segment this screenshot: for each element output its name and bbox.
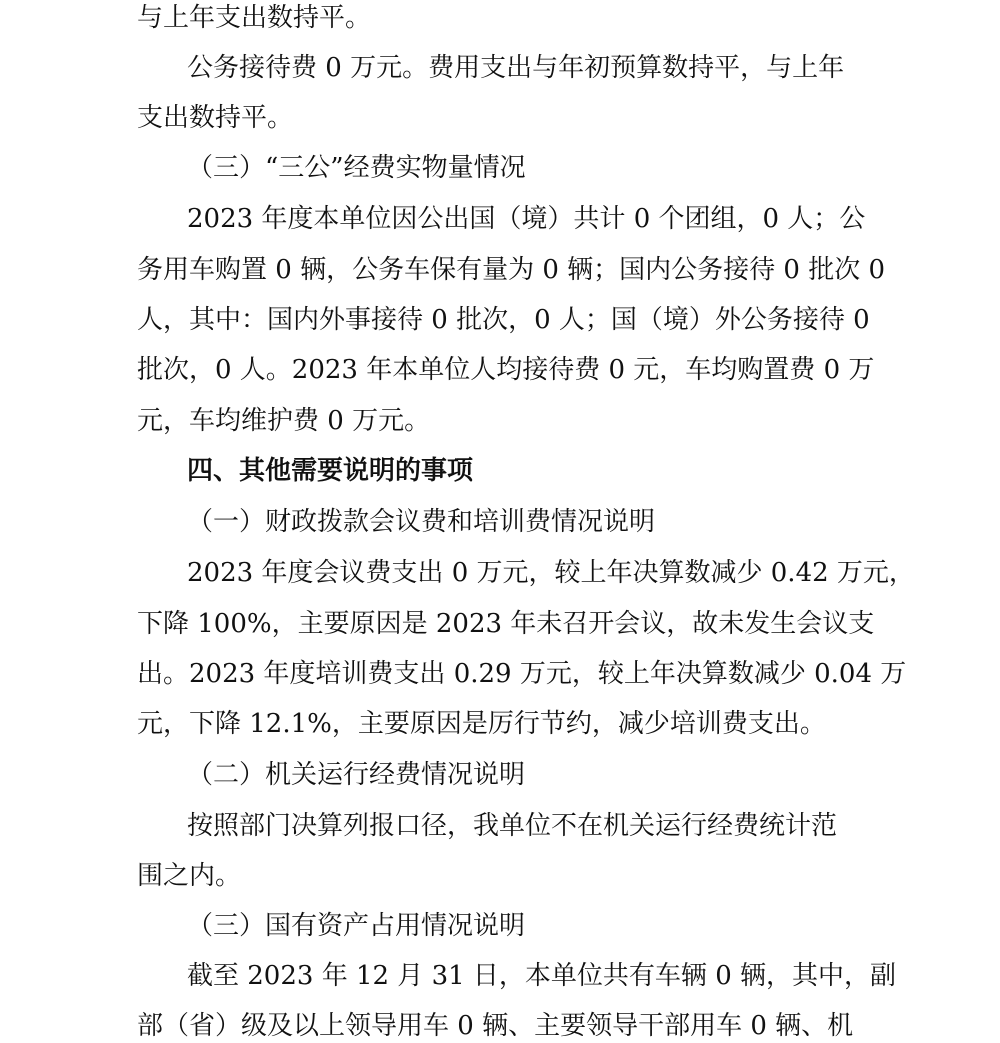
paragraph-line: 围之内。 (137, 861, 242, 891)
paragraph-line: 与上年支出数持平。 (137, 3, 372, 33)
paragraph-line: 2023 年度本单位因公出国（境）共计 0 个团组，0 人；公 (187, 204, 866, 234)
paragraph-line: 批次，0 人。2023 年本单位人均接待费 0 元，车均购置费 0 万 (137, 355, 875, 385)
subsection-heading: （三）“三公”经费实物量情况 (187, 153, 526, 183)
subsection-heading: （一）财政拨款会议费和培训费情况说明 (187, 507, 656, 537)
paragraph-line: 人，其中：国内外事接待 0 批次，0 人；国（境）外公务接待 0 (137, 305, 870, 335)
paragraph-line: 按照部门决算列报口径，我单位不在机关运行经费统计范 (187, 811, 838, 841)
paragraph-line: 元，车均维护费 0 万元。 (137, 406, 431, 436)
paragraph-line: 下降 100%，主要原因是 2023 年未召开会议，故未发生会议支 (137, 609, 875, 639)
subsection-heading: （二）机关运行经费情况说明 (187, 760, 526, 790)
paragraph-line: 部（省）级及以上领导用车 0 辆、主要领导干部用车 0 辆、机 (137, 1011, 854, 1041)
paragraph-line: 务用车购置 0 辆，公务车保有量为 0 辆；国内公务接待 0 批次 0 (137, 255, 886, 285)
paragraph-line: 2023 年度会议费支出 0 万元，较上年决算数减少 0.42 万元， (187, 558, 915, 588)
subsection-heading: （三）国有资产占用情况说明 (187, 911, 526, 941)
paragraph-line: 支出数持平。 (137, 103, 294, 133)
paragraph-line: 公务接待费 0 万元。费用支出与年初预算数持平，与上年 (187, 53, 845, 83)
paragraph-line: 元，下降 12.1%，主要原因是厉行节约，减少培训费支出。 (137, 709, 826, 739)
paragraph-line: 截至 2023 年 12 月 31 日，本单位共有车辆 0 辆，其中，副 (187, 961, 896, 991)
paragraph-line: 出。2023 年度培训费支出 0.29 万元，较上年决算数减少 0.04 万 (137, 659, 907, 689)
section-heading: 四、其他需要说明的事项 (187, 456, 474, 486)
